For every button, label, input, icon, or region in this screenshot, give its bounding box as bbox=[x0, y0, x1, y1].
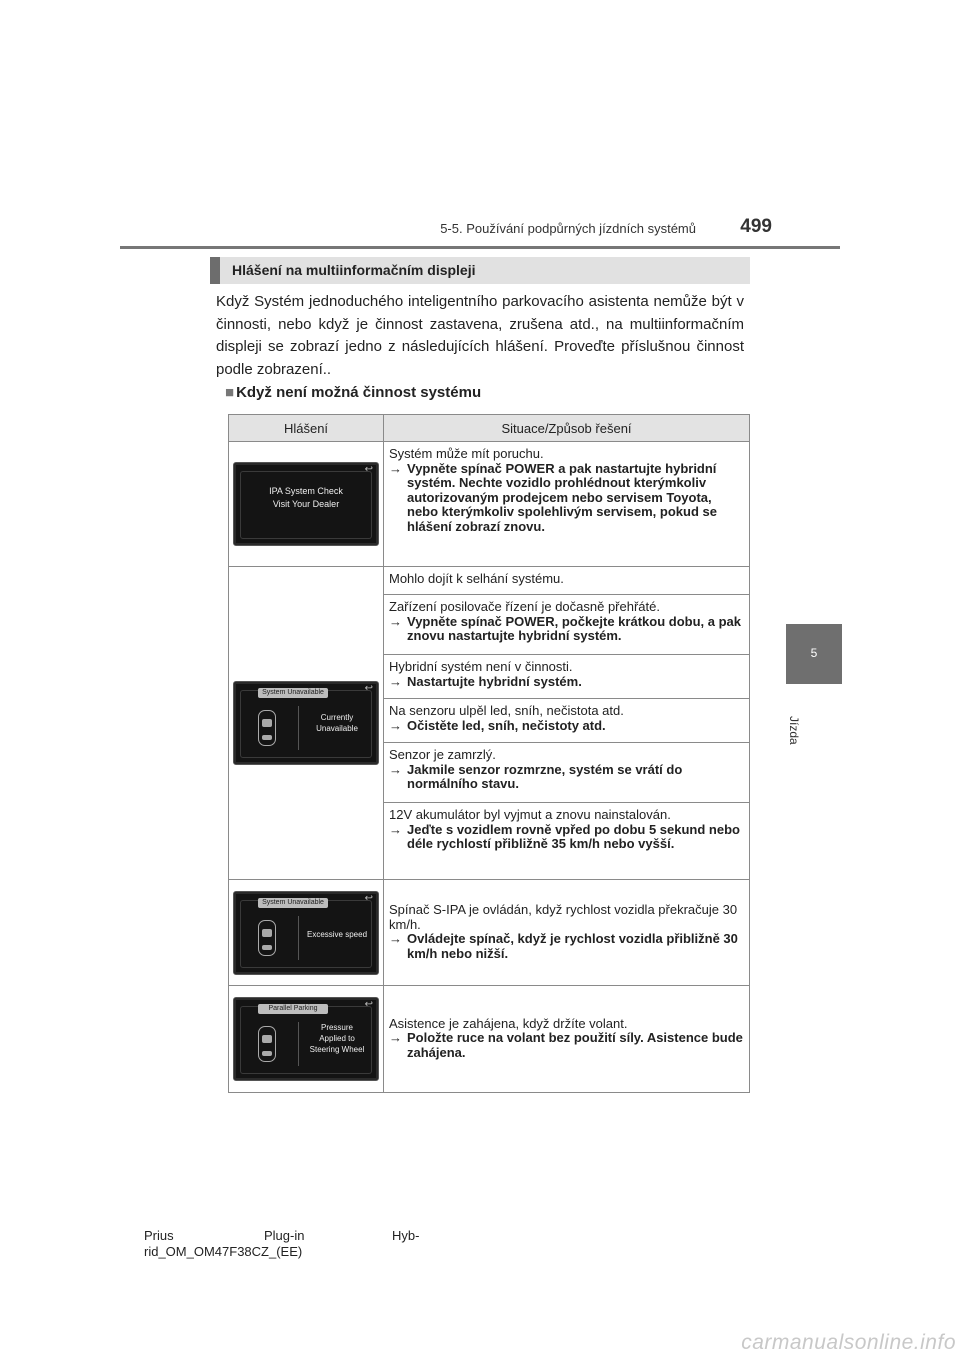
arrow-icon: → bbox=[389, 821, 402, 837]
situation-text: Hybridní systém není v činnosti. bbox=[389, 659, 573, 674]
arrow-icon: → bbox=[389, 460, 402, 476]
footer-suffix: Hyb- bbox=[392, 1228, 420, 1243]
arrow-icon: → bbox=[389, 1030, 402, 1046]
car-icon bbox=[258, 1026, 276, 1062]
action-text: Vypněte spínač POWER, počkejte krátkou dobu, a pak znovu nastartujte hybridní systém. bbox=[407, 613, 741, 643]
page-footer bbox=[144, 1228, 419, 1260]
arrow-icon: → bbox=[389, 717, 402, 733]
display-screen-currently-unavailable bbox=[233, 681, 379, 765]
solution-cell bbox=[384, 442, 750, 567]
footer-code: rid_OM_OM47F38CZ_(EE) bbox=[144, 1244, 303, 1259]
table-row bbox=[229, 986, 750, 1093]
screen-tag: System Unavailable bbox=[258, 898, 328, 908]
intro-paragraph: Když Systém jednoduchého inteligentního parkovacího asistenta nemůže být v činnosti, nebo když je činnost zastavena, zrušena atd., na multiinformačním displeji se zobrazí jedno z následujících hlášení. Proveďte příslušnou činnost podle zobrazení.. bbox=[216, 293, 744, 378]
action-text: Ovládejte spínač, když je rychlost vozidla přibližně 30 km/h nebo nižší. bbox=[407, 931, 738, 961]
solution-cell bbox=[384, 655, 750, 699]
situation-text: Mohlo dojít k selhání systému. bbox=[389, 571, 564, 586]
footer-variant: Plug-in bbox=[264, 1228, 305, 1243]
solution-cell bbox=[384, 803, 750, 880]
section-heading-bar bbox=[210, 257, 750, 284]
arrow-icon: → bbox=[389, 761, 402, 777]
solution-cell bbox=[384, 699, 750, 743]
car-icon bbox=[258, 920, 276, 956]
action-text: Položte ruce na volant bez použití síly. Asistence bude zahájena. bbox=[407, 1030, 743, 1060]
situation-text: Na senzoru ulpěl led, sníh, nečistota atd. bbox=[389, 703, 624, 718]
screen-text: Pressure bbox=[320, 1023, 353, 1032]
action-text: Očistěte led, sníh, nečistoty atd. bbox=[407, 717, 606, 733]
header-section-title: 5-5. Používání podpůrných jízdních systémů bbox=[440, 221, 696, 236]
screen-text: Visit Your Dealer bbox=[272, 499, 340, 509]
col-header-message: Hlášení bbox=[229, 415, 384, 442]
action-text: Vypněte spínač POWER a pak nastartujte hybridní systém. Nechte vozidlo prohlédnout kterýmkoliv autorizovaným prodejcem nebo servisem Toyota, nebo kterýmkoliv spolehlivým servisem, pokud se hlášení zobrazí znovu. bbox=[407, 460, 717, 534]
page-number: 499 bbox=[740, 216, 772, 237]
message-image-cell bbox=[229, 567, 384, 880]
situation-text: Asistence je zahájena, když držíte volant. bbox=[389, 1015, 628, 1031]
situation-text: Spínač S-IPA je ovládán, když rychlost vozidla překračuje 30 km/h. bbox=[389, 902, 738, 932]
arrow-icon: → bbox=[389, 931, 402, 946]
message-image-cell bbox=[229, 442, 384, 567]
footer-model: Prius bbox=[144, 1228, 174, 1243]
chapter-tab bbox=[786, 624, 842, 684]
screen-tag: System Unavailable bbox=[258, 688, 328, 698]
message-table bbox=[228, 414, 750, 1093]
square-bullet-icon: ■ bbox=[225, 384, 235, 401]
screen-text: IPA System Check bbox=[269, 486, 343, 496]
table-row bbox=[229, 567, 750, 595]
table-row bbox=[229, 442, 750, 567]
solution-cell bbox=[384, 880, 750, 986]
action-text: Nastartujte hybridní systém. bbox=[407, 673, 582, 689]
back-arrow-icon: ↩ bbox=[364, 683, 373, 694]
table-header-row bbox=[229, 415, 750, 442]
back-arrow-icon: ↩ bbox=[364, 464, 373, 475]
chapter-number: 5 bbox=[810, 646, 818, 660]
arrow-icon: → bbox=[389, 613, 402, 629]
display-screen-excessive-speed bbox=[233, 891, 379, 975]
subheading bbox=[225, 384, 481, 401]
screen-text: Unavailable bbox=[316, 724, 358, 733]
screen-text: Currently bbox=[320, 713, 354, 722]
watermark: carmanualsonline.info bbox=[741, 1331, 956, 1354]
arrow-icon: → bbox=[389, 673, 402, 689]
display-screen-pressure-applied bbox=[233, 997, 379, 1081]
page-header bbox=[120, 0, 840, 249]
screen-text: Excessive speed bbox=[306, 929, 368, 939]
screen-text: Applied to bbox=[319, 1034, 355, 1043]
solution-cell bbox=[384, 743, 750, 803]
subheading-text: Když není možná činnost systému bbox=[236, 384, 482, 401]
situation-text: Senzor je zamrzlý. bbox=[389, 747, 496, 762]
solution-cell bbox=[384, 567, 750, 595]
solution-cell bbox=[384, 595, 750, 655]
back-arrow-icon: ↩ bbox=[364, 892, 373, 904]
message-image-cell bbox=[229, 986, 384, 1093]
screen-tag: Parallel Parking bbox=[258, 1004, 328, 1014]
message-image-cell bbox=[229, 880, 384, 986]
situation-text: Zařízení posilovače řízení je dočasně přehřáté. bbox=[389, 599, 660, 614]
situation-text: 12V akumulátor byl vyjmut a znovu nainstalován. bbox=[389, 807, 671, 822]
col-header-solution: Situace/Způsob řešení bbox=[384, 415, 750, 442]
section-heading: Hlášení na multiinformačním displeji bbox=[232, 262, 476, 278]
action-text: Jeďte s vozidlem rovně vpřed po dobu 5 sekund nebo déle rychlostí přibližně 35 km/h nebo vyšší. bbox=[407, 821, 740, 851]
situation-text: Systém může mít poruchu. bbox=[389, 446, 544, 461]
table-row bbox=[229, 880, 750, 986]
screen-text: Steering Wheel bbox=[309, 1045, 365, 1054]
display-screen-ipa-check bbox=[233, 462, 379, 546]
car-icon bbox=[258, 710, 276, 746]
chapter-label: Jízda bbox=[787, 716, 801, 745]
back-arrow-icon: ↩ bbox=[364, 999, 373, 1010]
action-text: Jakmile senzor rozmrzne, systém se vrátí do normálního stavu. bbox=[407, 761, 683, 791]
solution-cell bbox=[384, 986, 750, 1093]
